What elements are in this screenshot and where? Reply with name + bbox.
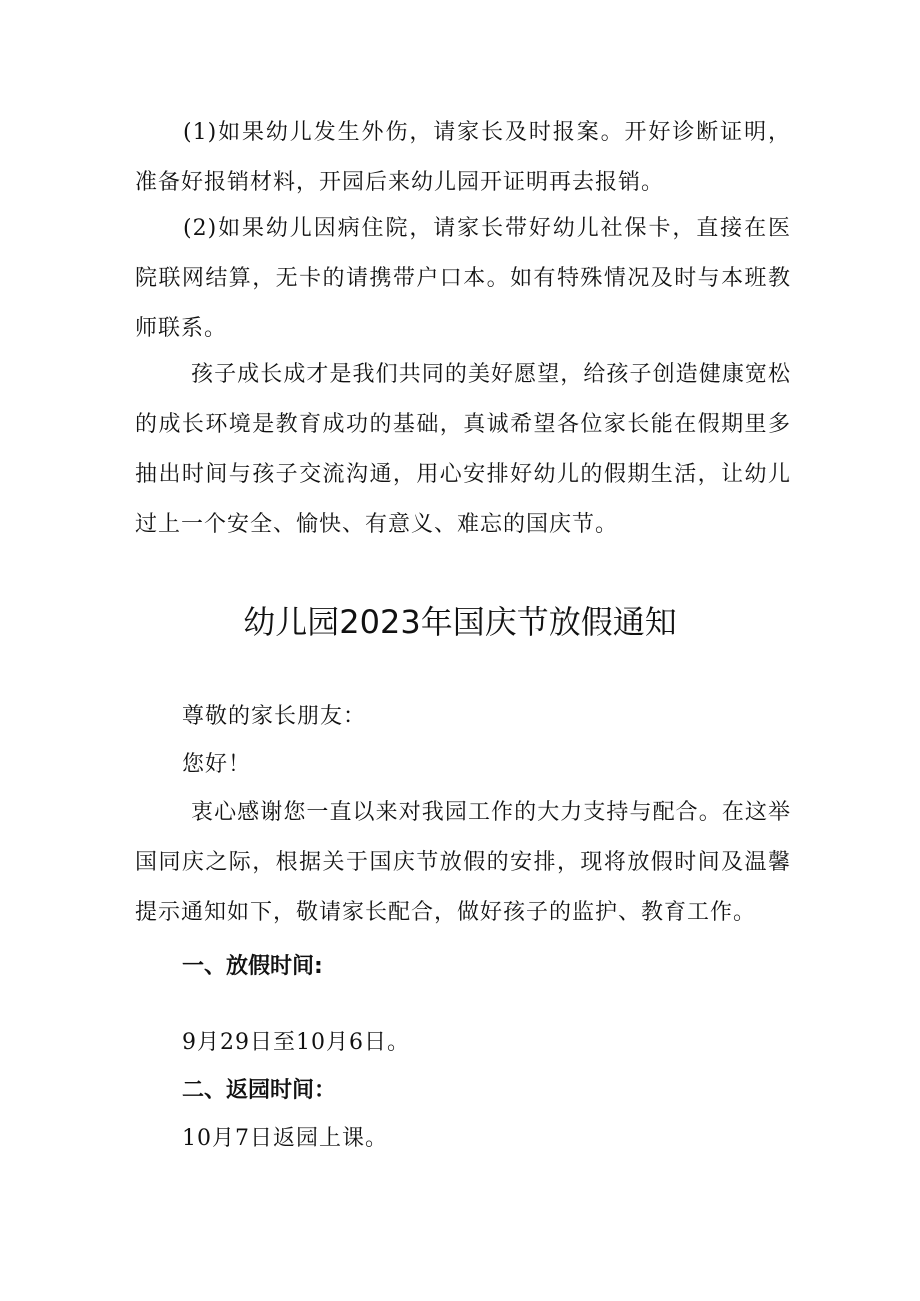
greeting: 您好！ — [182, 752, 252, 777]
notice-title: 幼儿园2023年国庆节放假通知 — [243, 603, 677, 641]
section2-text: 10月7日返园上课。 — [182, 1126, 388, 1151]
section2-heading: 二、返园时间： — [182, 1078, 337, 1103]
paragraph-injury-claim: (1)如果幼儿发生外伤，请家长及时报案。开好诊断证明，准备好报销材料，开园后来幼儿园开证明再去报销。 — [135, 120, 791, 195]
section1-heading: 一、放假时间: — [182, 954, 323, 979]
salutation: 尊敬的家长朋友： — [182, 704, 367, 729]
section1-text: 9月29日至10月6日。 — [182, 1030, 410, 1055]
paragraph-hospital-claim: (2)如果幼儿因病住院，请家长带好幼儿社保卡，直接在医院联网结算，无卡的请携带户口本。如有特殊情况及时与本班教师联系。 — [135, 216, 791, 341]
paragraph-closing-wish: 孩子成长成才是我们共同的美好愿望，给孩子创造健康宽松的成长环境是教育成功的基础，真诚希望各位家长能在假期里多抽出时间与孩子交流沟通，用心安排好幼儿的假期生活，让幼儿过上一个安全、愉快、有意义、难忘的国庆节。 — [135, 362, 791, 537]
paragraph-intro: 衷心感谢您一直以来对我园工作的大力支持与配合。在这举国同庆之际，根据关于国庆节放假的安排，现将放假时间及温馨提示通知如下，敬请家长配合，做好孩子的监护、教育工作。 — [135, 800, 791, 925]
